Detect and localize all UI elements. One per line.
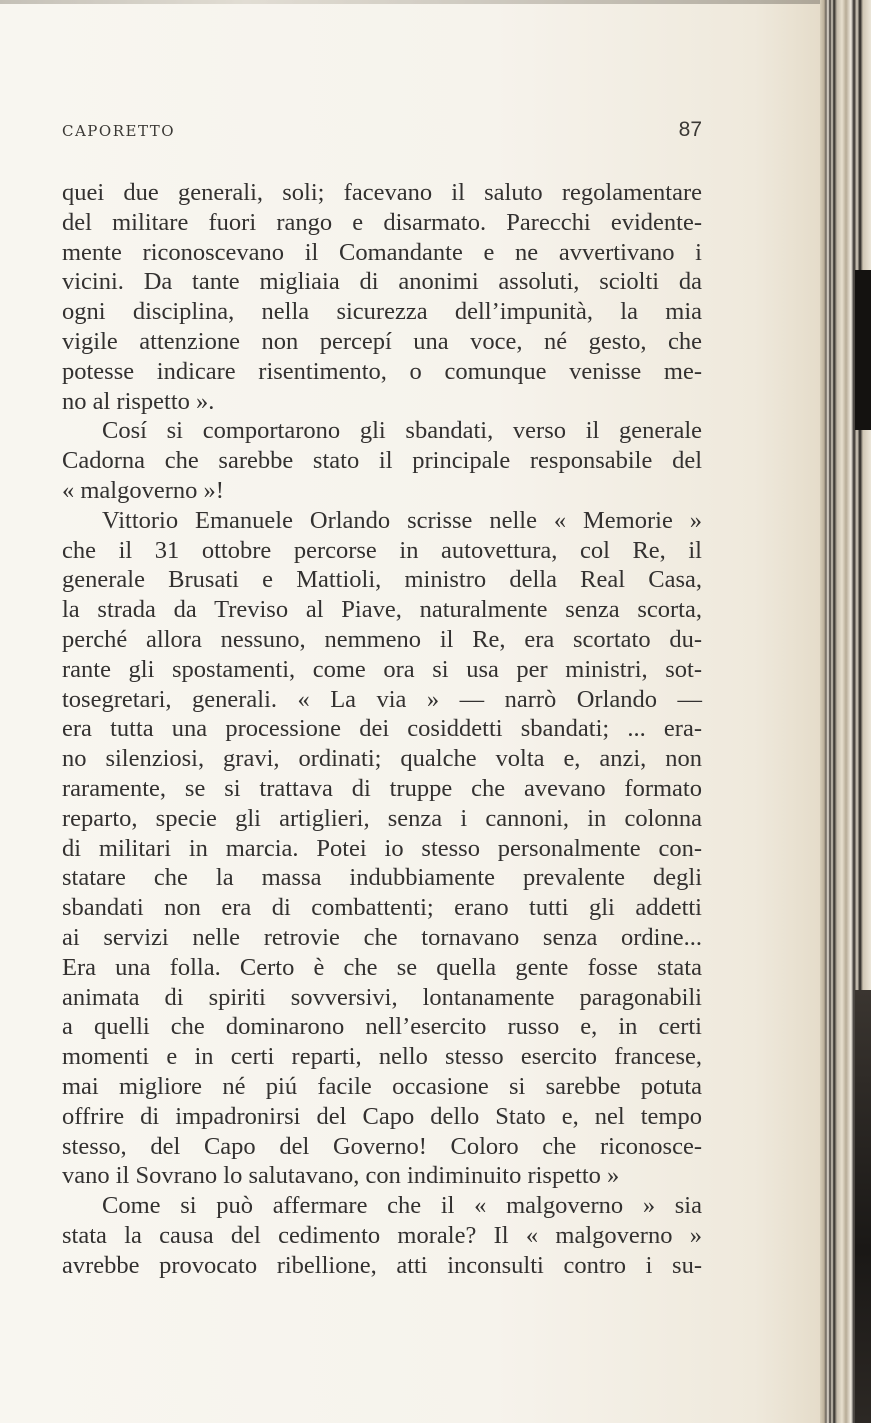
text-line: offrire di impadronirsi del Capo dello Stato e, nel tempo [62, 1102, 702, 1130]
text-line: vicini. Da tante migliaia di anonimi assoluti, sciolti da [62, 268, 702, 296]
paragraph [62, 1191, 702, 1280]
text-line: perché allora nessuno, nemmeno il Re, era scortato du- [62, 625, 702, 653]
body-text [62, 178, 702, 1280]
paragraph [62, 506, 702, 1191]
text-line: stata la causa del cedimento morale? Il « malgoverno » [62, 1221, 702, 1249]
scan-top-edge [0, 0, 820, 4]
text-line: che il 31 ottobre percorse in autovettura, col Re, il [62, 536, 702, 564]
text-line: a quelli che dominarono nell’esercito russo e, in certi [62, 1013, 702, 1041]
text-line: avrebbe provocato ribellione, atti inconsulti contro i su- [62, 1251, 702, 1279]
text-line: momenti e in certi reparti, nello stesso esercito francese, [62, 1043, 702, 1071]
text-line: potesse indicare risentimento, o comunque venisse me- [62, 357, 702, 385]
text-line: Come si può affermare che il « malgoverno » sia [102, 1192, 702, 1220]
text-line: vigile attenzione non percepí una voce, né gesto, che [62, 327, 702, 355]
text-line: « malgoverno »! [62, 476, 224, 504]
text-line: sbandati non era di combattenti; erano tutti gli addetti [62, 894, 702, 922]
text-line: tosegretari, generali. « La via » — narrò Orlando — [62, 685, 702, 713]
paragraph [62, 178, 702, 416]
text-line: Cadorna che sarebbe stato il principale responsabile del [62, 447, 702, 475]
paragraph [62, 416, 702, 505]
text-line: del militare fuori rango e disarmato. Parecchi evidente- [62, 208, 702, 236]
text-line: mai migliore né piú facile occasione si sarebbe potuta [62, 1072, 702, 1100]
binding-shadow-upper [855, 270, 871, 430]
text-line: di militari in marcia. Potei io stesso personalmente con- [62, 834, 702, 862]
text-line: mente riconoscevano il Comandante e ne avvertivano i [62, 238, 702, 266]
text-line: Cosí si comportarono gli sbandati, verso il generale [102, 417, 702, 445]
binding-shadow-lower [855, 990, 871, 1423]
text-line: quei due generali, soli; facevano il saluto regolamentare [62, 179, 702, 206]
text-line: statare che la massa indubbiamente prevalente degli [62, 864, 702, 892]
text-line: era tutta una processione dei cosiddetti sbandati; ... era- [62, 715, 702, 743]
text-line: raramente, se si trattava di truppe che avevano formato [62, 774, 702, 802]
text-line: reparto, specie gli artiglieri, senza i cannoni, in colonna [62, 804, 702, 832]
text-line: stesso, del Capo del Governo! Coloro che riconosce- [62, 1132, 702, 1160]
text-line: generale Brusati e Mattioli, ministro della Real Casa, [62, 566, 702, 594]
text-line: vano il Sovrano lo salutavano, con indiminuito rispetto » [62, 1162, 620, 1190]
text-line: no silenziosi, gravi, ordinati; qualche volta e, anzi, non [62, 745, 702, 773]
page-number: 87 [678, 118, 702, 141]
text-line: animata di spiriti sovversivi, lontanamente paragonabili [62, 983, 702, 1011]
text-line: Era una folla. Certo è che se quella gente fosse stata [62, 953, 702, 981]
text-line: no al rispetto ». [62, 387, 215, 415]
text-line: ogni disciplina, nella sicurezza dell’impunità, la mia [62, 298, 702, 326]
text-line: rante gli spostamenti, come ora si usa per ministri, sot- [62, 655, 702, 683]
text-line: ai servizi nelle retrovie che tornavano senza ordine... [62, 923, 702, 951]
running-title: CAPORETTO [62, 122, 176, 140]
running-header [62, 118, 702, 142]
text-line: la strada da Treviso al Piave, naturalmente senza scorta, [62, 596, 702, 624]
text-line: Vittorio Emanuele Orlando scrisse nelle « Memorie » [102, 506, 702, 534]
